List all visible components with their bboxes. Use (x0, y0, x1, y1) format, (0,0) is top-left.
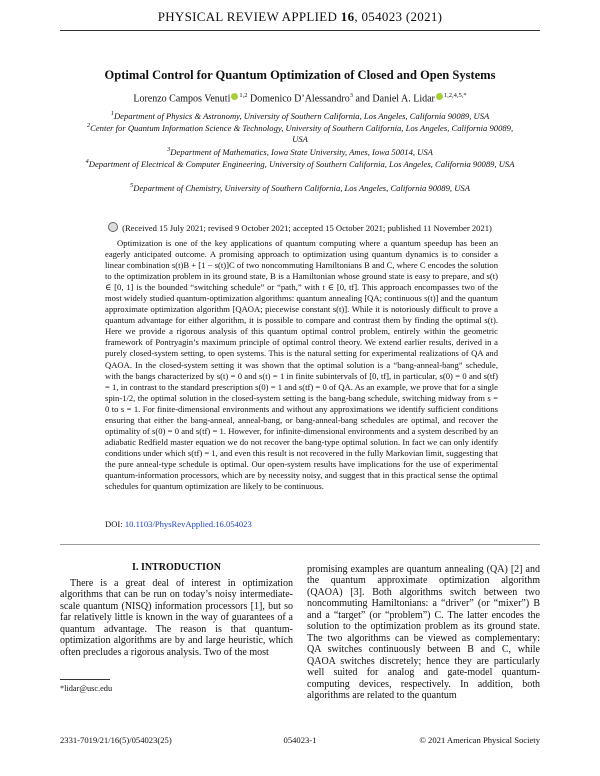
dates-text: (Received 15 July 2021; revised 9 October 2021; accepted 15 October 2021; published 11 November 2021) (122, 223, 492, 233)
footnote-rule (60, 679, 110, 680)
author-name[interactable]: Lorenzo Campos Venuti (133, 93, 231, 105)
abstract: Optimization is one of the key applications of quantum computing where a quantum speedup has been an eagerly anticipated outcome. A promising approach to optimization using quantum dynamics is to consider a linear combination s(t)B + [1 − s(t)]C of two noncommuting Hamiltonians B and C, where C encodes the solution to the optimization problem in its ground state, B is a Hamiltonian whose ground state is easy to prepare, and s(t) ∈ [0, 1] is the bounded “switching schedule” or “path,” with t ∈ [0, tf]. This approach encompasses two of the most widely studied quantum-optimization algorithms: quantum annealing [QA; continuous s(t)] and the quantum approximate optimization algorithm [QAOA; piecewise constant s(t)]. While it is notoriously difficult to prove a quantum advantage for either algorithm, it is possible to compare and contrast them by finding the optimal s(t). Here we provide a rigorous analysis of this quantum optimal control problem, entirely within the geometric framework of Pontryagin’s maximum principle of optimal control theory. We extend earlier results, derived in a purely closed-system setting, to open systems. This is the natural setting for experimental realizations of QA and QAOA. In the closed-system setting it was shown that the optimal solution is a “bang-anneal-bang” schedule, with the bangs characterized by s(t) = 0 and s(t) = 1 in finite subintervals of [0, tf], in particular, s(0) = 0 and s(tf) = 1, in contrast to the standard prescription s(0) = 1 and s(tf) = 0 of QA. As an example, we prove that for a single spin-1/2, the optimal solution in the closed-system setting is the bang-bang schedule, switching midway from s = 0 to s = 1. For finite-dimensional environments and without any approximations we identify sufficient conditions ensuring that either the bang-anneal, anneal-bang, or bang-anneal-bang schedules are optimal, and recover the optimality of s(0) = 0 and s(tf) = 1. However, for infinite-dimensional environments and a system described by an adiabatic Redfield master equation we do not recover the bang-type optimal solution. In fact we can only identify conditions under which s(tf) = 1, and even this result is not recovered in the fully Markovian limit, suggesting that the pure anneal-type schedule is optimal. Our open-system results have implications for the use of experimental quantum-information processors, which are by necessity noisy, and suggest that in this practical sense the optimal schedules for quantum optimization are likely to be continuous. (105, 238, 498, 492)
publication-dates (80, 222, 520, 233)
author-affiliation: 1,2 (239, 92, 248, 99)
header-rule (60, 30, 540, 31)
author-list: Lorenzo Campos Venuti $^{1,2}$ Domenico D’Alessandro$^3$ and Daniel A. Lidar $^{1,2,4,5,*}$ (133, 92, 467, 105)
intro-right-column: promising examples are quantum annealing (QA) [2] and the quantum approximate optimization algorithm (QAOA) [3]. Both algorithms switch between two noncommuting Hamiltonians: a “driver” (or “mixer”) B and a “target” (or “problem”) C. The latter encodes the solution to the optimization problem as its ground state. The two algorithms can be viewed as complementary: QA switches continuously between B and C, while QAOA switches discretely; hence they are particularly well suited for analog and gate-model quantum-computing devices, respectively. In addition, both algorithms are related to the quantum (307, 564, 540, 701)
journal-volume: 16 (340, 9, 355, 24)
affiliation: $^1$Department of Physics & Astronomy, University of Southern California, Los Angeles, California 90089, USA (110, 110, 490, 121)
orcid-icon[interactable] (436, 93, 443, 100)
author-affiliation: 1,2,4,5,* (443, 92, 467, 99)
doi-link[interactable]: 10.1103/PhysRevApplied.16.054023 (124, 519, 252, 529)
doi (105, 519, 498, 529)
footer-copyright: © 2021 American Physical Society (419, 735, 540, 745)
affiliation: $^3$Department of Mathematics, Iowa State University, Ames, Iowa 50014, USA (167, 146, 433, 157)
author-affiliation: 3 (349, 92, 353, 99)
footer-issn: 2331-7019/21/16(5)/054023(25) (60, 735, 172, 745)
journal-header (0, 9, 600, 25)
journal-name: PHYSICAL REVIEW APPLIED (157, 9, 338, 24)
footer-page: 054023-1 (283, 735, 317, 745)
paper-title: Optimal Control for Quantum Optimization of Closed and Open Systems (104, 68, 496, 82)
article-number: , 054023 (2021) (354, 9, 443, 24)
orcid-icon[interactable] (231, 93, 238, 100)
doi-label: DOI: (105, 519, 123, 529)
author-name[interactable]: Daniel A. Lidar (372, 93, 435, 105)
intro-left-column: There is a great deal of interest in optimization algorithms that can be run on today’s noisy intermediate-scale quantum (NISQ) information processors [1], but so far relatively little is known in the way of guarantees of a quantum advantage. The reason is that quantum-optimization algorithms are by and large heuristic, which often precludes a rigorous analysis. Two of the most (60, 578, 293, 658)
section-heading: I. INTRODUCTION (132, 562, 221, 573)
affiliation: $^2$Center for Quantum Information Science & Technology, University of Southern California, Los Angeles, California 90089, USA (86, 122, 514, 145)
crossmark-icon[interactable] (108, 222, 118, 232)
affiliation: $^5$Department of Chemistry, University of Southern California, Los Angeles, California 90089, USA (130, 182, 470, 193)
affiliation: $^4$Department of Electrical & Computer Engineering, University of Southern California, Los Angeles, California 90089, USA (85, 158, 515, 169)
footnote-email[interactable]: *lidar@usc.edu (60, 684, 113, 693)
author-name[interactable]: Domenico D’Alessandro (250, 93, 350, 105)
section-divider (60, 544, 540, 545)
